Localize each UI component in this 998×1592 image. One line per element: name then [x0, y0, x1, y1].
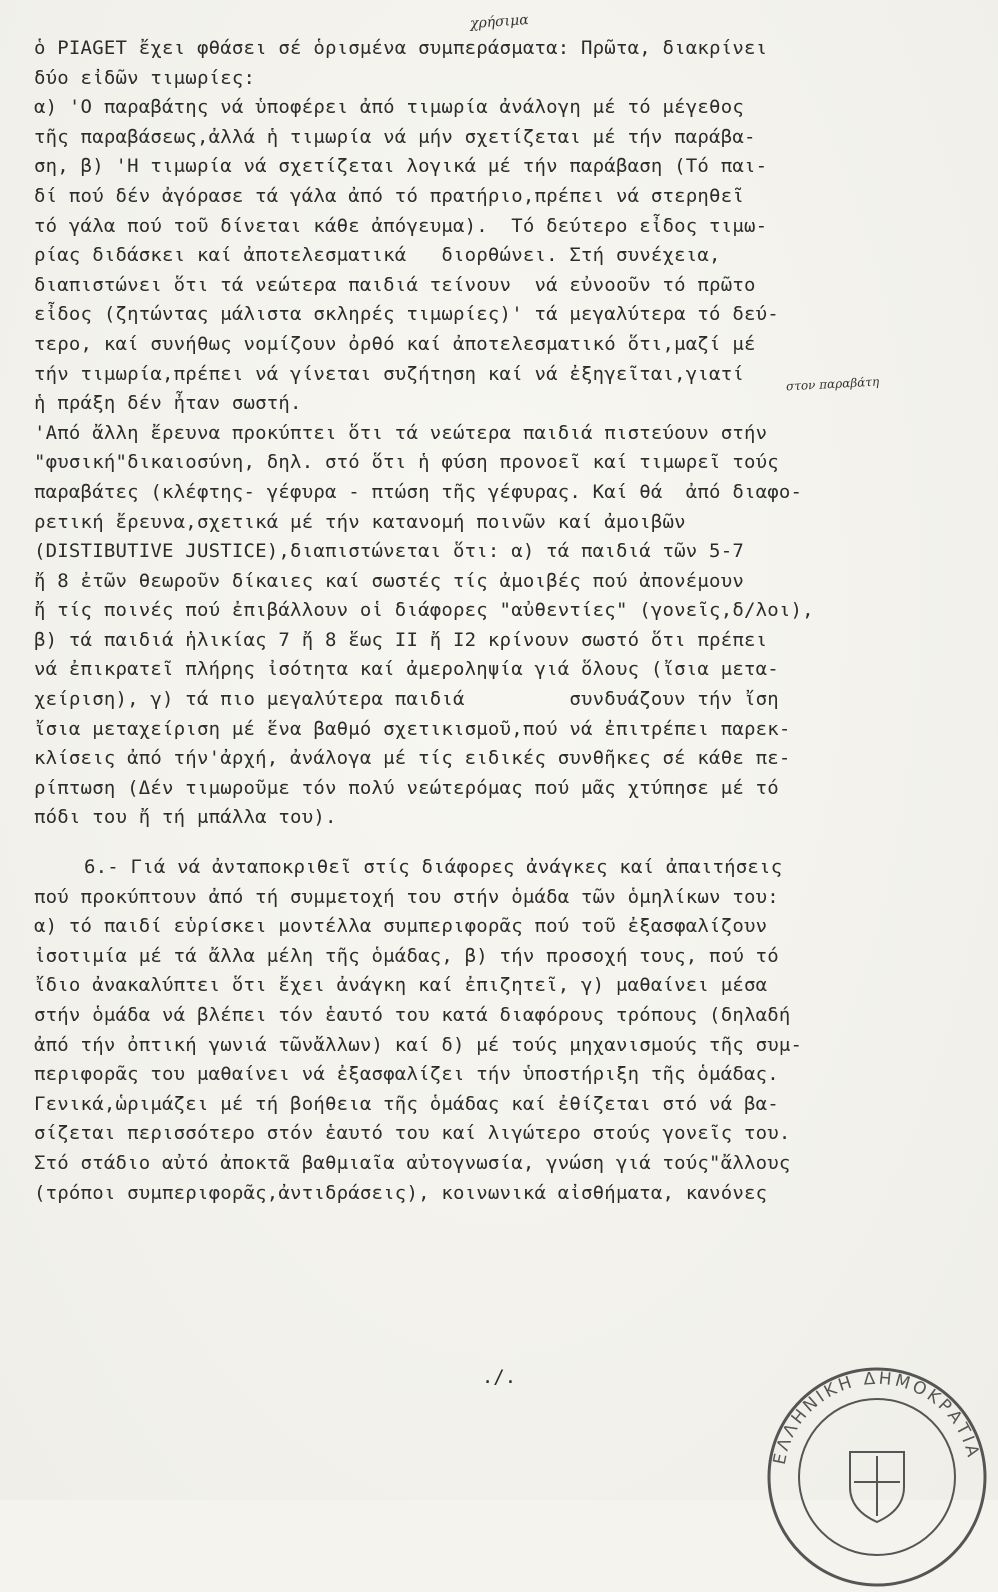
- text-line: ρίπτωση (Δέν τιμωροῦμε τόν πολύ νεώτερόμας πού μᾶς χτύπησε μέ τό: [34, 776, 779, 799]
- handwritten-annotation-margin: στον παραβάτη: [785, 374, 880, 394]
- text-line: περιφορᾶς του μαθαίνει νά ἐξασφαλίζει τήν ὑποστήριξη τῆς ὁμάδας.: [34, 1063, 779, 1086]
- text-line: πόδι του ἤ τή μπάλλα του).: [34, 806, 337, 829]
- text-line: ἀπό τήν ὀπτική γωνιά τῶνἄλλων) καί δ) μέ τούς μηχανισμούς τῆς συμ-: [34, 1033, 803, 1056]
- text-line: δύο εἰδῶν τιμωρίες:: [34, 66, 256, 89]
- text-line: στήν ὁμάδα νά βλέπει τόν ἑαυτό του κατά διαφόρους τρόπους (δηλαδή: [34, 1004, 791, 1026]
- text-line: χείριση), γ) τά πιο μεγαλύτερα παιδιά συνδυάζουν τήν ἴση: [34, 688, 779, 711]
- text-line: α) 'Ο παραβάτης νά ὑποφέρει ἀπό τιμωρία ἀνάλογη μέ τό μέγεθος: [34, 96, 744, 119]
- text-line: ἴσια μεταχείριση μέ ἕνα βαθμό σχετικισμοῦ,πού νά ἐπιτρέπει παρεκ-: [34, 717, 791, 740]
- text-line: νά ἐπικρατεῖ πλήρης ἰσότητα καί ἀμεροληψία γιά ὅλους (ἴσια μετα-: [34, 658, 779, 681]
- continuation-mark: ./.: [481, 1366, 517, 1388]
- text-line: Στό στάδιο αὐτό ἀποκτᾶ βαθμιαῖα αὐτογνωσία, γνώση γιά τούς"ἄλλους: [34, 1151, 791, 1174]
- text-line: ὁ PIAGET ἔχει φθάσει σέ ὁρισμένα συμπεράσματα: Πρῶτα, διακρίνει: [34, 37, 768, 59]
- text-line: ρετική ἔρευνα,σχετικά μέ τήν κατανομή ποινῶν καί ἀμοιβῶν: [34, 510, 686, 533]
- text-line: διαπιστώνει ὅτι τά νεώτερα παιδιά τείνουν νά εὐνοοῦν τό πρῶτο: [34, 273, 756, 296]
- text-line: εἶδος (ζητώντας μάλιστα σκληρές τιμωρίες)' τά μεγαλύτερα τό δεύ-: [34, 303, 779, 326]
- text-line: ἴδιο ἀνακαλύπτει ὅτι ἔχει ἀνάγκη καί ἐπιζητεῖ, γ) μαθαίνει μέσα: [34, 974, 768, 997]
- handwritten-annotation-top: χρήσιμα: [469, 11, 530, 33]
- text-line: (τρόποι συμπεριφορᾶς,ἀντιδράσεις), κοινωνικά αἰσθήματα, κανόνες: [34, 1181, 768, 1204]
- text-line: α) τό παιδί εὑρίσκει μοντέλλα συμπεριφορᾶς πού τοῦ ἐξασφαλίζουν: [34, 915, 768, 938]
- official-seal-stamp: [762, 1362, 992, 1592]
- text-line: β) τά παιδιά ἡλικίας 7 ἤ 8 ἕως II ἤ I2 κρίνουν σωστό ὅτι πρέπει: [34, 628, 768, 651]
- text-line: 'Από ἄλλη ἔρευνα προκύπτει ὅτι τά νεώτερα παιδιά πιστεύουν στήν: [34, 421, 768, 444]
- typed-text-body: [34, 34, 964, 1208]
- text-line: ἤ τίς ποινές πού ἐπιβάλλουν οἱ διάφορες "αὐθεντίες" (γονεῖς,δ/λοι),: [34, 599, 814, 622]
- section-6-first-line: 6.- Γιά νά ἀνταποκριθεῖ στίς διάφορες ἀνάγκες καί ἀπαιτήσεις: [84, 856, 783, 879]
- text-line: "φυσική"δικαιοσύνη, δηλ. στό ὅτι ἡ φύση προνοεῖ καί τιμωρεῖ τούς: [34, 451, 779, 474]
- text-line: τῆς παραβάσεως,ἀλλά ἡ τιμωρία νά μήν σχετίζεται μέ τήν παράβα-: [34, 125, 756, 148]
- text-line: (DISTIBUTIVE JUSTICE),διαπιστώνεται ὅτι: α) τά παιδιά τῶν 5-7: [34, 540, 744, 563]
- coat-of-arms-icon: [850, 1452, 904, 1522]
- stamp-text: ΕΛΛΗΝΙΚΗ ΔΗΜΟΚΡΑΤΙΑ: [769, 1368, 984, 1467]
- text-line: ρίας διδάσκει καί ἀποτελεσματικά διορθώνει. Στή συνέχεια,: [34, 244, 721, 267]
- text-line: ἤ 8 ἐτῶν θεωροῦν δίκαιες καί σωστές τίς ἀμοιβές πού ἀπονέμουν: [34, 569, 744, 592]
- text-line: τερο, καί συνήθως νομίζουν ὀρθό καί ἀποτελεσματικό ὅτι,μαζί μέ: [34, 332, 756, 355]
- text-line: Γενικά,ὡριμάζει μέ τή βοήθεια τῆς ὁμάδας καί ἐθίζεται στό νά βα-: [34, 1092, 779, 1115]
- text-line: πού προκύπτουν ἀπό τή συμμετοχή του στήν ὁμάδα τῶν ὁμηλίκων του:: [34, 885, 779, 908]
- text-line: κλίσεις ἀπό τήν'ἀρχή, ἀνάλογα μέ τίς ειδικές συνθῆκες σέ κάθε πε-: [34, 747, 791, 770]
- text-line: σίζεται περισσότερο στόν ἑαυτό του καί λιγώτερο στούς γονεῖς του.: [34, 1122, 791, 1145]
- text-line: ση, β) 'Η τιμωρία νά σχετίζεται λογικά μέ τήν παράβαση (Τό παι-: [34, 155, 768, 178]
- text-line: ἡ πράξη δέν ἦταν σωστή.: [34, 392, 302, 415]
- text-line: τό γάλα πού τοῦ δίνεται κάθε ἀπόγευμα). Τό δεύτερο εἶδος τιμω-: [34, 214, 768, 237]
- text-line: ἰσοτιμία μέ τά ἄλλα μέλη τῆς ὁμάδας, β) τήν προσοχή τους, πού τό: [34, 944, 779, 967]
- text-line: παραβάτες (κλέφτης- γέφυρα - πτώση τῆς γέφυρας. Καί θά ἀπό διαφο-: [34, 480, 803, 503]
- text-line: τήν τιμωρία,πρέπει νά γίνεται συζήτηση καί νά ἐξηγεῖται,γιατί: [34, 362, 744, 385]
- text-line: δί πού δέν ἀγόρασε τά γάλα ἀπό τό πρατήριο,πρέπει νά στερηθεῖ: [34, 184, 744, 207]
